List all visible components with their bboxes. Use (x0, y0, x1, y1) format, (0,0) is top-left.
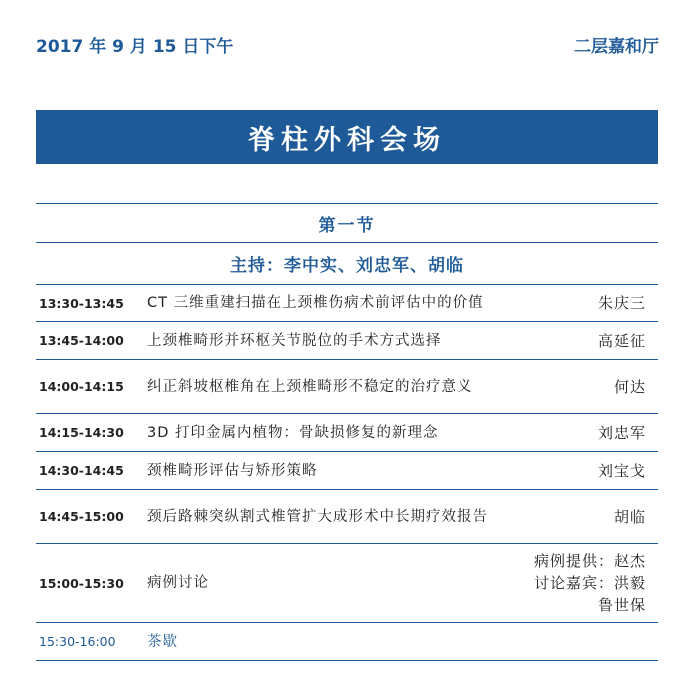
schedule-row (36, 360, 658, 414)
row-time: 13:30-13:45 (39, 295, 124, 311)
session-date: 2017 年 9 月 15 日下午 (36, 37, 234, 57)
schedule-table (36, 203, 658, 661)
row-speaker: 高延征 (597, 331, 646, 350)
row-topic: CT 三维重建扫描在上颈椎伤病术前评估中的价值 (147, 295, 484, 311)
row-time: 14:30-14:45 (39, 463, 124, 478)
row-time: 15:30-16:00 (39, 634, 116, 649)
row-time: 14:45-15:00 (39, 509, 124, 524)
schedule-row (36, 285, 658, 322)
row-speaker: 何达 (613, 377, 646, 396)
schedule-row (36, 322, 658, 360)
row-topic: 3D 打印金属内植物：骨缺损修复的新理念 (147, 424, 439, 441)
row-topic: 颈后路棘突纵割式椎管扩大成形术中长期疗效报告 (147, 508, 488, 525)
schedule-row (36, 490, 658, 544)
venue-banner (36, 110, 658, 164)
schedule-row (36, 452, 658, 490)
row-topic: 颈椎畸形评估与矫形策略 (147, 462, 318, 479)
venue-name: 二层嘉和厅 (574, 37, 659, 57)
discussion-guest: 讨论嘉宾：洪毅 (533, 574, 646, 592)
row-speaker: 刘宝戈 (597, 461, 646, 480)
section-title: 第一节 (36, 204, 658, 243)
row-time: 15:00-15:30 (39, 575, 124, 591)
row-speaker: 朱庆三 (597, 294, 646, 312)
schedule-row (36, 544, 658, 623)
row-time: 13:45-14:00 (39, 333, 124, 348)
banner-title: 脊柱外科会场 (248, 124, 446, 156)
row-topic: 病例讨论 (147, 575, 209, 591)
schedule-row-break (36, 623, 658, 661)
row-speaker-list (505, 550, 658, 616)
row-topic: 上颈椎畸形并环枢关节脱位的手术方式选择 (147, 332, 442, 349)
discussion-guest: 鲁世保 (597, 596, 646, 614)
session-chairs: 主持：李中实、刘忠军、胡临 (36, 243, 658, 285)
case-provider: 病例提供：赵杰 (533, 552, 646, 570)
row-topic: 茶歇 (147, 633, 178, 650)
schedule-row (36, 414, 658, 452)
row-time: 14:00-14:15 (39, 379, 124, 394)
row-time: 14:15-14:30 (39, 425, 124, 440)
row-speaker: 胡临 (613, 507, 646, 526)
row-speaker: 刘忠军 (597, 423, 646, 442)
row-topic: 纠正斜坡枢椎角在上颈椎畸形不稳定的治疗意义 (147, 378, 473, 395)
